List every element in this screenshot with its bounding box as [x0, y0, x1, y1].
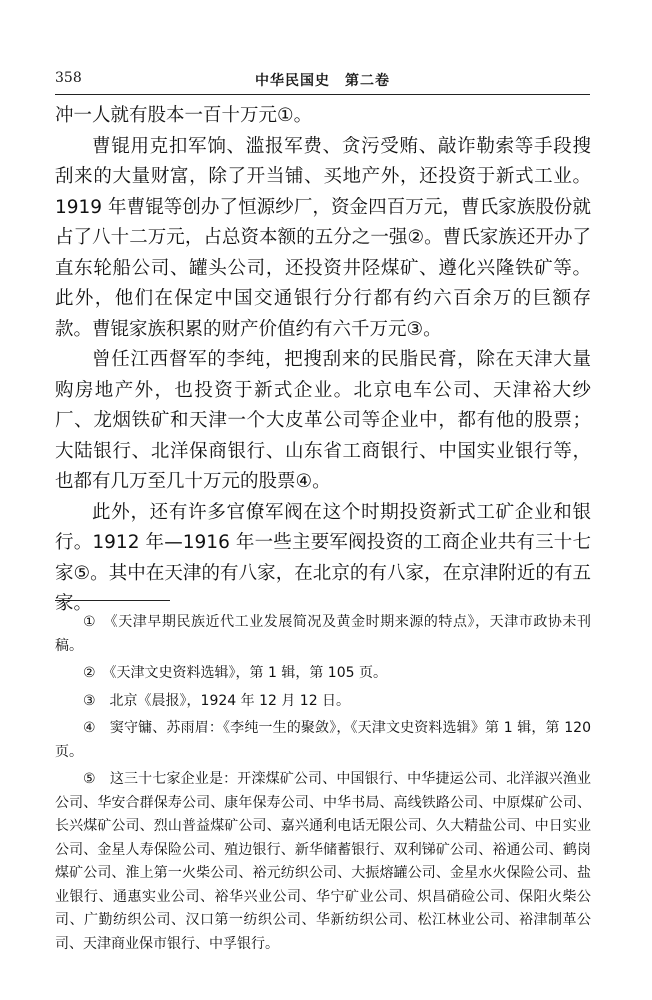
footnote-2: ② 《天津文史资料选辑》，第 1 辑，第 105 页。 [83, 665, 387, 681]
page-header [55, 70, 590, 92]
paragraph-warlord-investment: 此外，还有许多官僚军阀在这个时期投资新式工矿企业和银行。1912 年—1916 年一些主要军阀投资的工商企业共有三十七家⑤。其中在天津的有八家，在北京的有八家，在京津附近的有五家。 [55, 501, 591, 614]
footnotes [55, 611, 591, 960]
body-text [55, 101, 591, 620]
paragraph-li-chun: 曾任江西督军的李纯，把搜刮来的民脂民膏，除在天津大量购房地产外，也投资于新式企业。北京电车公司、天津裕大纱厂、龙烟铁矿和天津一个大皮革公司等企业中，都有他的股票；大陆银行、北洋保商银行、山东省工商银行、中国实业银行等，也都有几万至几十万元的股票④。 [55, 349, 591, 492]
paragraph-cao-kun: 曹锟用克扣军饷、滥报军费、贪污受贿、敲诈勒索等手段搜刮来的大量财富，除了开当铺、买地产外，还投资于新式工业。1919 年曹锟等创办了恒源纱厂，资金四百万元，曹氏家族股份就占了八十二万元，占总资本额的五分之一强②。曹氏家族还开办了直东轮船公司、罐头公司，还投资井陉煤矿、遵化兴隆铁矿等。此外，他们在保定中国交通银行分行都有约六百余万的巨额存款。曹锟家族积累的财产价值约有六千万元③。 [55, 135, 591, 340]
paragraph-continuation: 冲一人就有股本一百十万元①。 [55, 105, 313, 126]
footnote-5: ⑤ 这三十七家企业是：开滦煤矿公司、中国银行、中华捷运公司、北洋淑兴渔业公司、华安合群保寿公司、康年保寿公司、中华书局、高线铁路公司、中原煤矿公司、长兴煤矿公司、烈山普益煤矿公司、嘉兴通利电话无限公司、久大精盐公司、中日实业公司、金星人寿保险公司、殖边银行、新华储蓄银行、双利锑矿公司、裕通公司、鹤岗煤矿公司、淮上第一火柴公司、裕元纺织公司、大振熔罐公司、金星水火保险公司、盐业银行、通惠实业公司、裕华兴业公司、华宁矿业公司、炽昌硝硷公司、保阳火柴公司、广勤纺织公司、汉口第一纺织公司、华新纺织公司、松江林业公司、裕津制革公司、天津商业保市银行、中孚银行。 [55, 771, 591, 952]
running-title: 中华民国史 第二卷 [255, 73, 390, 89]
page-number: 358 [55, 70, 82, 86]
header-rule [55, 94, 590, 95]
footnote-rule [55, 600, 170, 601]
footnote-3: ③ 北京《晨报》，1924 年 12 月 12 日。 [83, 692, 351, 709]
footnote-4: ④ 窦守镛、苏雨眉：《李纯一生的聚敛》，《天津文史资料选辑》第 1 辑，第 120 页。 [55, 720, 591, 760]
footnote-1: ① 《天津早期民族近代工业发展简况及黄金时期来源的特点》，天津市政协未刊稿。 [55, 614, 591, 654]
